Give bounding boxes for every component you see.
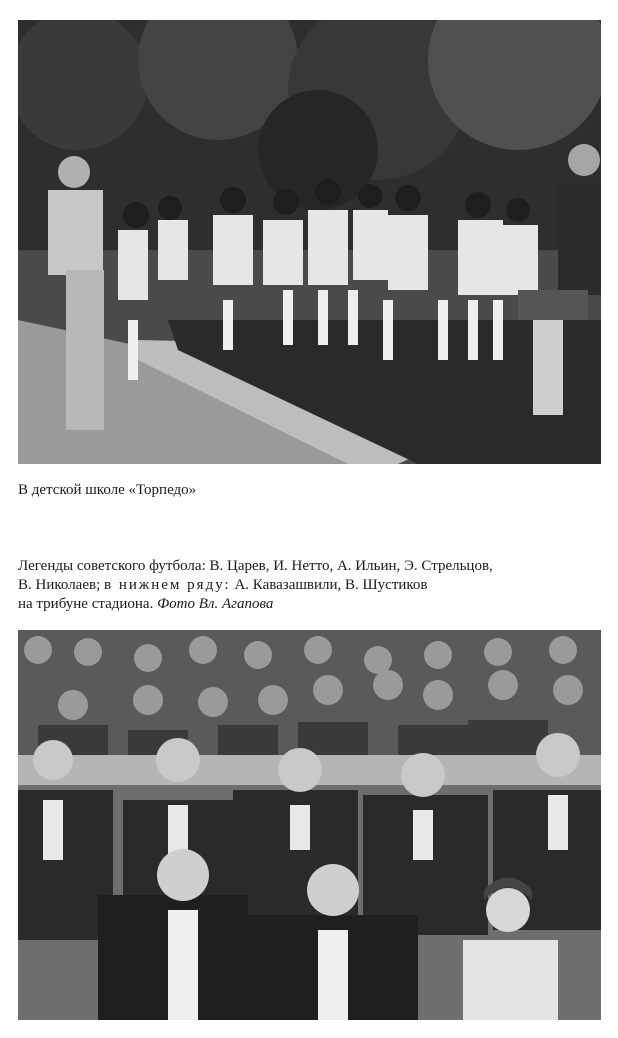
photo-football-legends-image — [18, 630, 601, 1020]
caption-line-2-spaced: в нижнем ряду: — [104, 577, 231, 593]
caption-line-2a: В. Николаев; — [18, 577, 104, 593]
caption-line-3a: на трибуне стадиона. — [18, 596, 158, 612]
caption-football-legends — [18, 557, 601, 614]
caption-line-1: Легенды советского футбола: В. Царев, И. Нетто, А. Ильин, Э. Стрельцов, — [18, 558, 493, 574]
photo-football-legends — [18, 630, 601, 1020]
caption-line-2b: А. Кавазашвили, В. Шустиков — [230, 577, 428, 593]
photo-torpedo-school — [18, 20, 601, 464]
photo-torpedo-school-image — [18, 20, 601, 464]
photo-credit: Фото Вл. Агапова — [157, 596, 274, 612]
caption-torpedo-school: В детской школе «Торпедо» — [18, 482, 197, 498]
